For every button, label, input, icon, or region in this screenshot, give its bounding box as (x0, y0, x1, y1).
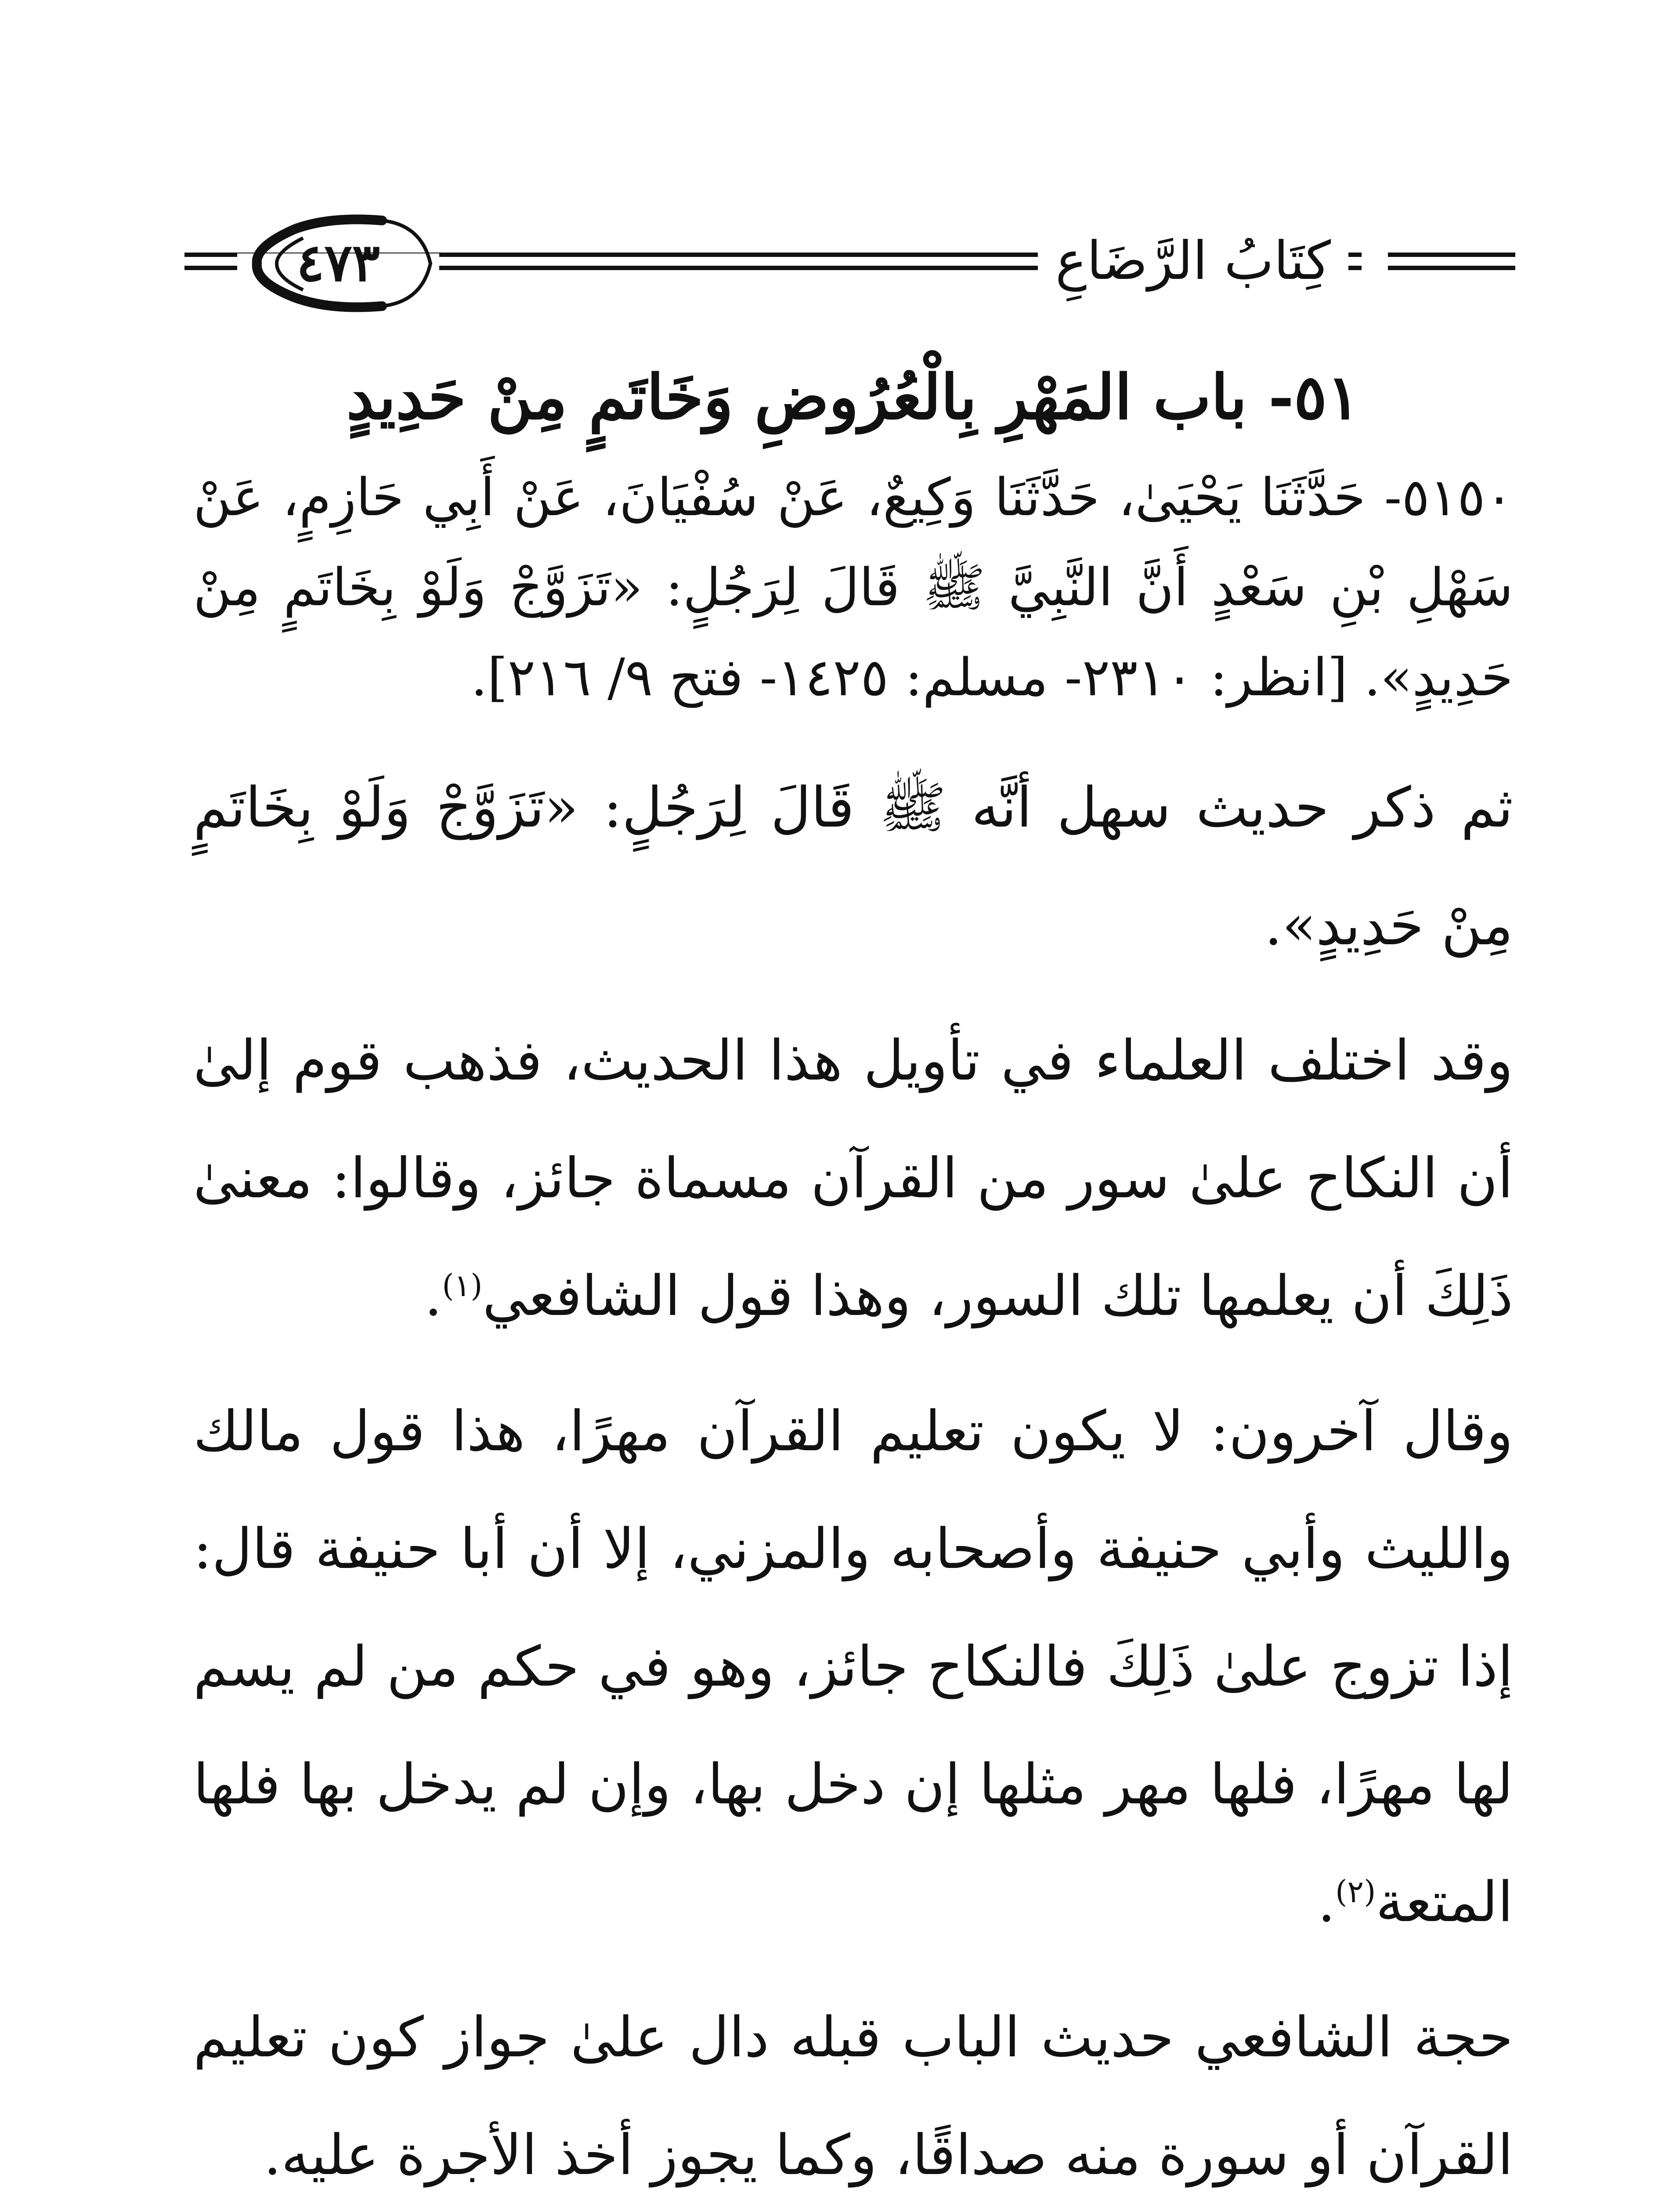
running-header (184, 206, 1515, 321)
hadith-text: ٥١٥٠- حَدَّثَنَا يَحْيَىٰ، حَدَّثَنَا وَكِيعٌ، عَنْ سُفْيَانَ، عَنْ أَبِي حَازِمٍ، عَنْ سَهْلِ بْنِ سَعْدٍ أَنَّ النَّبِيَّ ﷺ قَالَ لِرَجُلٍ: «تَزَوَّجْ وَلَوْ بِخَاتَمٍ مِنْ حَدِيدٍ». [انظر: ٢٣١٠- مسلم: ١٤٢٥- فتح ٩/ ٢١٦]. (193, 467, 1513, 708)
book-title: كِتَابُ الرَّضَاعِ (1038, 224, 1348, 299)
paragraph-2-text: وقد اختلف العلماء في تأويل هذا الحديث، فذهب قوم إلىٰ أن النكاح علىٰ سور من القرآن مسماة جائز، وقالوا: معنىٰ ذَلِكَ أن يعلمها تلك السور، وهذا قول الشافعي (193, 1028, 1513, 1328)
footnote-ref-1: (١) (442, 1268, 483, 1304)
footnote-ref-2: (٢) (1335, 1874, 1376, 1910)
chapter-title: ٥١- باب المَهْرِ بِالْعُرُوضِ وَخَاتَمٍ مِنْ حَدِيدٍ (346, 361, 1360, 433)
paragraph-1: ثم ذكر حديث سهل أنَّه ﷺ قَالَ لِرَجُلٍ: «تَزَوَّجْ وَلَوْ بِخَاتَمٍ مِنْ حَدِيدٍ». (193, 775, 1513, 957)
header-gap (1362, 248, 1388, 274)
paragraph-4: حجة الشافعي حديث الباب قبله دال علىٰ جواز كون تعليم القرآن أو سورة منه صداقًا، وكما يجوز أخذ الأجرة عليه. (193, 2005, 1513, 2187)
page-body (193, 347, 1513, 2196)
page-number-ornament (237, 212, 439, 313)
paragraph-2: وقد اختلف العلماء في تأويل هذا الحديث، فذهب قوم إلىٰ أن النكاح علىٰ سور من القرآن مسماة جائز، وقالوا: معنىٰ ذَلِكَ أن يعلمها تلك السور، وهذا قول الشافعي$^{(١)}$. (193, 1028, 1513, 1328)
paragraph-3-text: وقال آخرون: لا يكون تعليم القرآن مهرًا، هذا قول مالك والليث وأبي حنيفة وأصحابه والمزني، إلا أن أبا حنيفة قال: إذا تزوج علىٰ ذَلِكَ فالنكاح جائز، وهو في حكم من لم يسم لها مهرًا، فلها مهر مثلها إن دخل بها، وإن لم يدخل بها فلها المتعة (193, 1399, 1514, 1934)
page-number: ٤٧٣ (296, 231, 380, 293)
paragraph-3: وقال آخرون: لا يكون تعليم القرآن مهرًا، هذا قول مالك والليث وأبي حنيفة وأصحابه والمزني، إلا أن أبا حنيفة قال: إذا تزوج علىٰ ذَلِكَ فالنكاح جائز، وهو في حكم من لم يسم لها مهرًا، فلها مهر مثلها إن دخل بها، وإن لم يدخل بها فلها المتعة$^{(٢)}$. (193, 1399, 1514, 1934)
